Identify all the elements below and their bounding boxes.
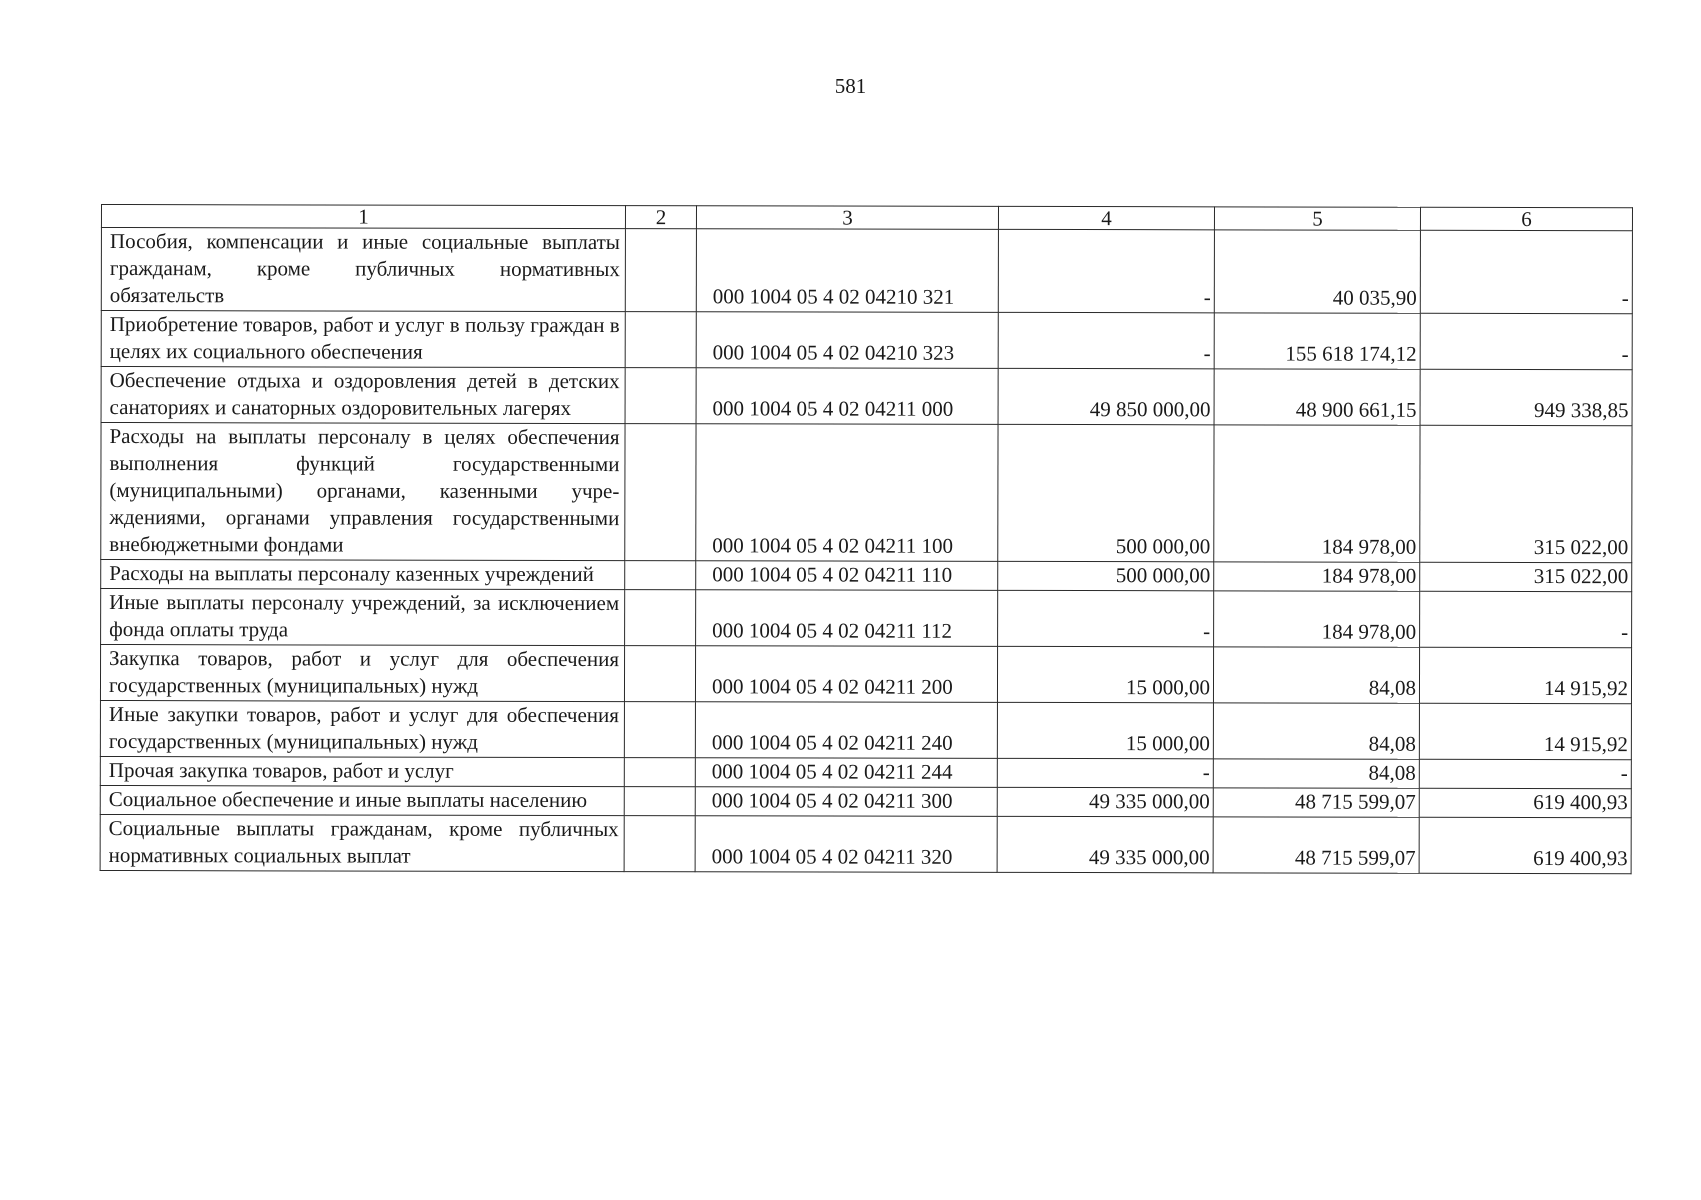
row-col2: [625, 368, 696, 424]
header-row: [101, 205, 1632, 231]
row-code: 000 1004 05 4 02 04211 240: [695, 702, 997, 759]
row-col5: 48 715 599,07: [1213, 788, 1419, 817]
row-col4: 49 335 000,00: [997, 787, 1213, 816]
row-col4: 15 000,00: [997, 646, 1213, 702]
table-row: [101, 367, 1632, 426]
table-row: [101, 228, 1632, 314]
row-col5: 184 978,00: [1214, 591, 1420, 647]
column-header-4: 4: [998, 206, 1214, 229]
table-row: [100, 814, 1631, 873]
row-col4: -: [997, 758, 1213, 787]
table-row: [101, 560, 1632, 592]
table-row: [100, 785, 1631, 817]
column-header-3: 3: [696, 206, 998, 230]
row-col6: -: [1420, 313, 1632, 369]
table-row: [101, 589, 1632, 648]
row-col4: 49 850 000,00: [998, 368, 1214, 424]
row-col4: 500 000,00: [998, 561, 1214, 590]
row-col2: [624, 816, 695, 872]
row-code: 000 1004 05 4 02 04211 200: [695, 646, 997, 703]
row-col5: 155 618 174,12: [1214, 313, 1420, 369]
table-row: [101, 311, 1632, 370]
row-description: Расходы на выплаты персоналу казенных учреждений: [101, 560, 625, 590]
table-row: [100, 756, 1631, 788]
row-col4: -: [998, 312, 1214, 368]
row-col4: 49 335 000,00: [997, 816, 1213, 872]
column-header-2: 2: [625, 206, 696, 229]
row-description: Обеспечение отдыха и оздоровления детей в детских санаториях и санаторных оздоровительных лагерях: [101, 367, 625, 424]
row-description: Иные выплаты персоналу учреждений, за исключением фонда оплаты труда: [101, 589, 625, 646]
row-description: Расходы на выплаты персоналу в целях обеспечения выполнения функций государственными (муниципальными) органами, казенными учреждениями, органами управления государственными внебюджетными фондами: [101, 423, 625, 561]
row-col6: 949 338,85: [1420, 369, 1632, 425]
row-code: 000 1004 05 4 02 04211 110: [696, 561, 998, 591]
row-col2: [625, 590, 696, 646]
column-header-6: 6: [1420, 207, 1632, 230]
row-col5: 84,08: [1213, 647, 1419, 703]
row-col6: 14 915,92: [1419, 647, 1631, 703]
row-col4: -: [998, 590, 1214, 646]
table-row: [101, 423, 1632, 563]
row-description: Социальные выплаты гражданам, кроме публичных нормативных социальных выплат: [100, 814, 624, 871]
row-col5: 84,08: [1213, 759, 1419, 788]
row-description: Иные закупки товаров, работ и услуг для обеспечения государственных (муниципальных) нужд: [100, 700, 624, 757]
row-col2: [625, 424, 696, 561]
row-col6: -: [1420, 591, 1632, 647]
row-code: 000 1004 05 4 02 04211 100: [696, 424, 998, 562]
row-col2: [624, 758, 695, 787]
row-col6: 315 022,00: [1420, 425, 1632, 562]
table-row: [100, 700, 1631, 759]
row-col6: 619 400,93: [1419, 817, 1631, 873]
page-number: 581: [834, 74, 867, 98]
row-col2: [625, 312, 696, 368]
row-col6: -: [1420, 230, 1632, 313]
row-col2: [624, 702, 695, 758]
row-description: Пособия, компенсации и иные социальные выплаты гражданам, кроме публичных нормативных обязательств: [101, 228, 625, 312]
row-code: 000 1004 05 4 02 04211 000: [696, 368, 998, 425]
row-col6: 14 915,92: [1419, 703, 1631, 759]
row-col2: [625, 561, 696, 590]
row-code: 000 1004 05 4 02 04210 323: [696, 312, 998, 369]
row-col5: 40 035,90: [1214, 230, 1420, 313]
row-col5: 48 900 661,15: [1214, 369, 1420, 425]
row-col6: -: [1419, 759, 1631, 788]
row-col6: 315 022,00: [1420, 562, 1632, 591]
column-header-5: 5: [1214, 207, 1420, 230]
budget-table: [100, 204, 1633, 874]
row-col6: 619 400,93: [1419, 788, 1631, 817]
row-col4: 15 000,00: [997, 702, 1213, 758]
row-code: 000 1004 05 4 02 04211 300: [695, 787, 997, 817]
row-description: Социальное обеспечение и иные выплаты населению: [100, 785, 624, 815]
row-col2: [624, 787, 695, 816]
row-description: Закупка товаров, работ и услуг для обеспечения государственных (муниципальных) нужд: [100, 645, 624, 702]
column-header-1: 1: [101, 205, 625, 229]
row-col4: -: [998, 229, 1214, 312]
row-code: 000 1004 05 4 02 04211 112: [696, 590, 998, 647]
row-code: 000 1004 05 4 02 04210 321: [696, 229, 998, 313]
row-col5: 184 978,00: [1214, 562, 1420, 591]
row-col5: 184 978,00: [1214, 425, 1420, 562]
row-description: Прочая закупка товаров, работ и услуг: [100, 756, 624, 786]
row-col5: 48 715 599,07: [1213, 817, 1419, 873]
row-col2: [624, 646, 695, 702]
row-col4: 500 000,00: [998, 424, 1214, 561]
row-col5: 84,08: [1213, 703, 1419, 759]
row-description: Приобретение товаров, работ и услуг в пользу граждан в целях их социального обеспечения: [101, 311, 625, 368]
row-col2: [625, 229, 696, 312]
row-code: 000 1004 05 4 02 04211 320: [695, 816, 997, 873]
table-row: [100, 645, 1631, 704]
row-code: 000 1004 05 4 02 04211 244: [695, 758, 997, 788]
